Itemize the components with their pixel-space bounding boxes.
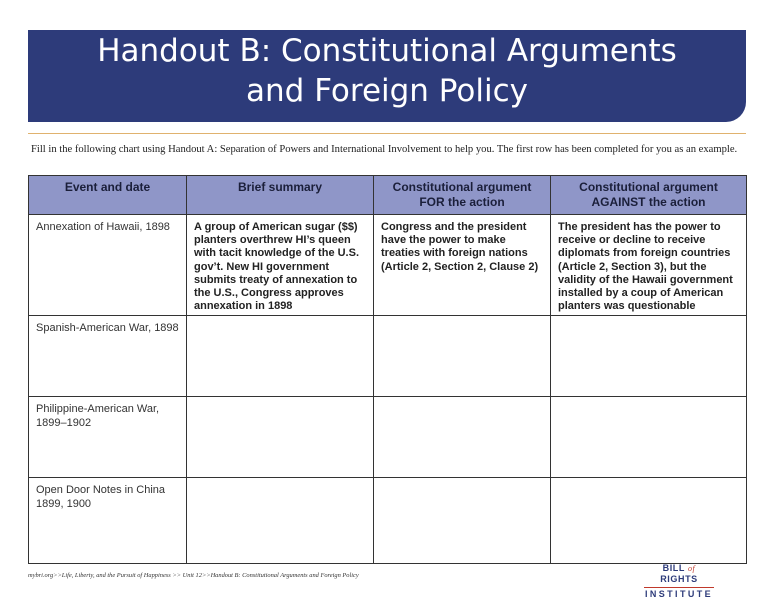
cell-against: The president has the power to receive or decline to receive diplomats from foreign countries (Article 2, Section 3), but the validity of the Hawaii government installed by a coup of American planters was questionable [551, 215, 747, 316]
table-row [29, 316, 747, 397]
column-header-event: Event and date [29, 176, 187, 215]
page-title [28, 30, 746, 111]
footer-citation: mybri.org>>Life, Liberty, and the Pursuit of Happiness >> Unit 12>>Handout B: Constitutional Arguments and Foreign Policy [28, 572, 359, 579]
cell-for[interactable] [374, 397, 551, 478]
cell-event: Annexation of Hawaii, 1898 [29, 215, 187, 316]
divider [28, 133, 746, 134]
handout-table [28, 175, 747, 564]
column-header-against: Constitutional argument AGAINST the action [551, 176, 747, 215]
logo-line1 [644, 563, 714, 585]
instructions: Fill in the following chart using Handout A: Separation of Powers and International Involvement to help you. The first row has been completed for you as an example. [31, 144, 738, 155]
bill-of-rights-logo [644, 563, 714, 600]
cell-summary[interactable] [187, 397, 374, 478]
cell-summary: A group of American sugar ($$) planters overthrew HI’s queen with tacit knowledge of the U.S. gov’t. New HI government submits treaty of annexation to the U.S., Congress approves annexation in 1898 [187, 215, 374, 316]
page-title-line2: and Foreign Policy [246, 73, 528, 109]
cell-event: Philippine-American War, 1899–1902 [29, 397, 187, 478]
cell-for[interactable] [374, 478, 551, 564]
cell-against[interactable] [551, 397, 747, 478]
column-header-for: Constitutional argument FOR the action [374, 176, 551, 215]
table-row [29, 397, 747, 478]
cell-summary[interactable] [187, 478, 374, 564]
cell-for: Congress and the president have the power to make treaties with foreign nations (Article 2, Section 2, Clause 2) [374, 215, 551, 316]
logo-word-of: of [687, 564, 696, 573]
cell-summary[interactable] [187, 316, 374, 397]
cell-event: Spanish-American War, 1898 [29, 316, 187, 397]
column-header-summary: Brief summary [187, 176, 374, 215]
page-title-line1: Handout B: Constitutional Arguments [97, 33, 677, 69]
table-row [29, 478, 747, 564]
title-banner [28, 30, 746, 122]
table-row [29, 215, 747, 316]
table-header-row [29, 176, 747, 215]
cell-event: Open Door Notes in China 1899, 1900 [29, 478, 187, 564]
logo-line2: INSTITUTE [644, 589, 714, 599]
cell-against[interactable] [551, 316, 747, 397]
logo-word-bill: BILL [662, 563, 685, 573]
cell-against[interactable] [551, 478, 747, 564]
logo-word-rights: RIGHTS [660, 574, 698, 584]
cell-for[interactable] [374, 316, 551, 397]
